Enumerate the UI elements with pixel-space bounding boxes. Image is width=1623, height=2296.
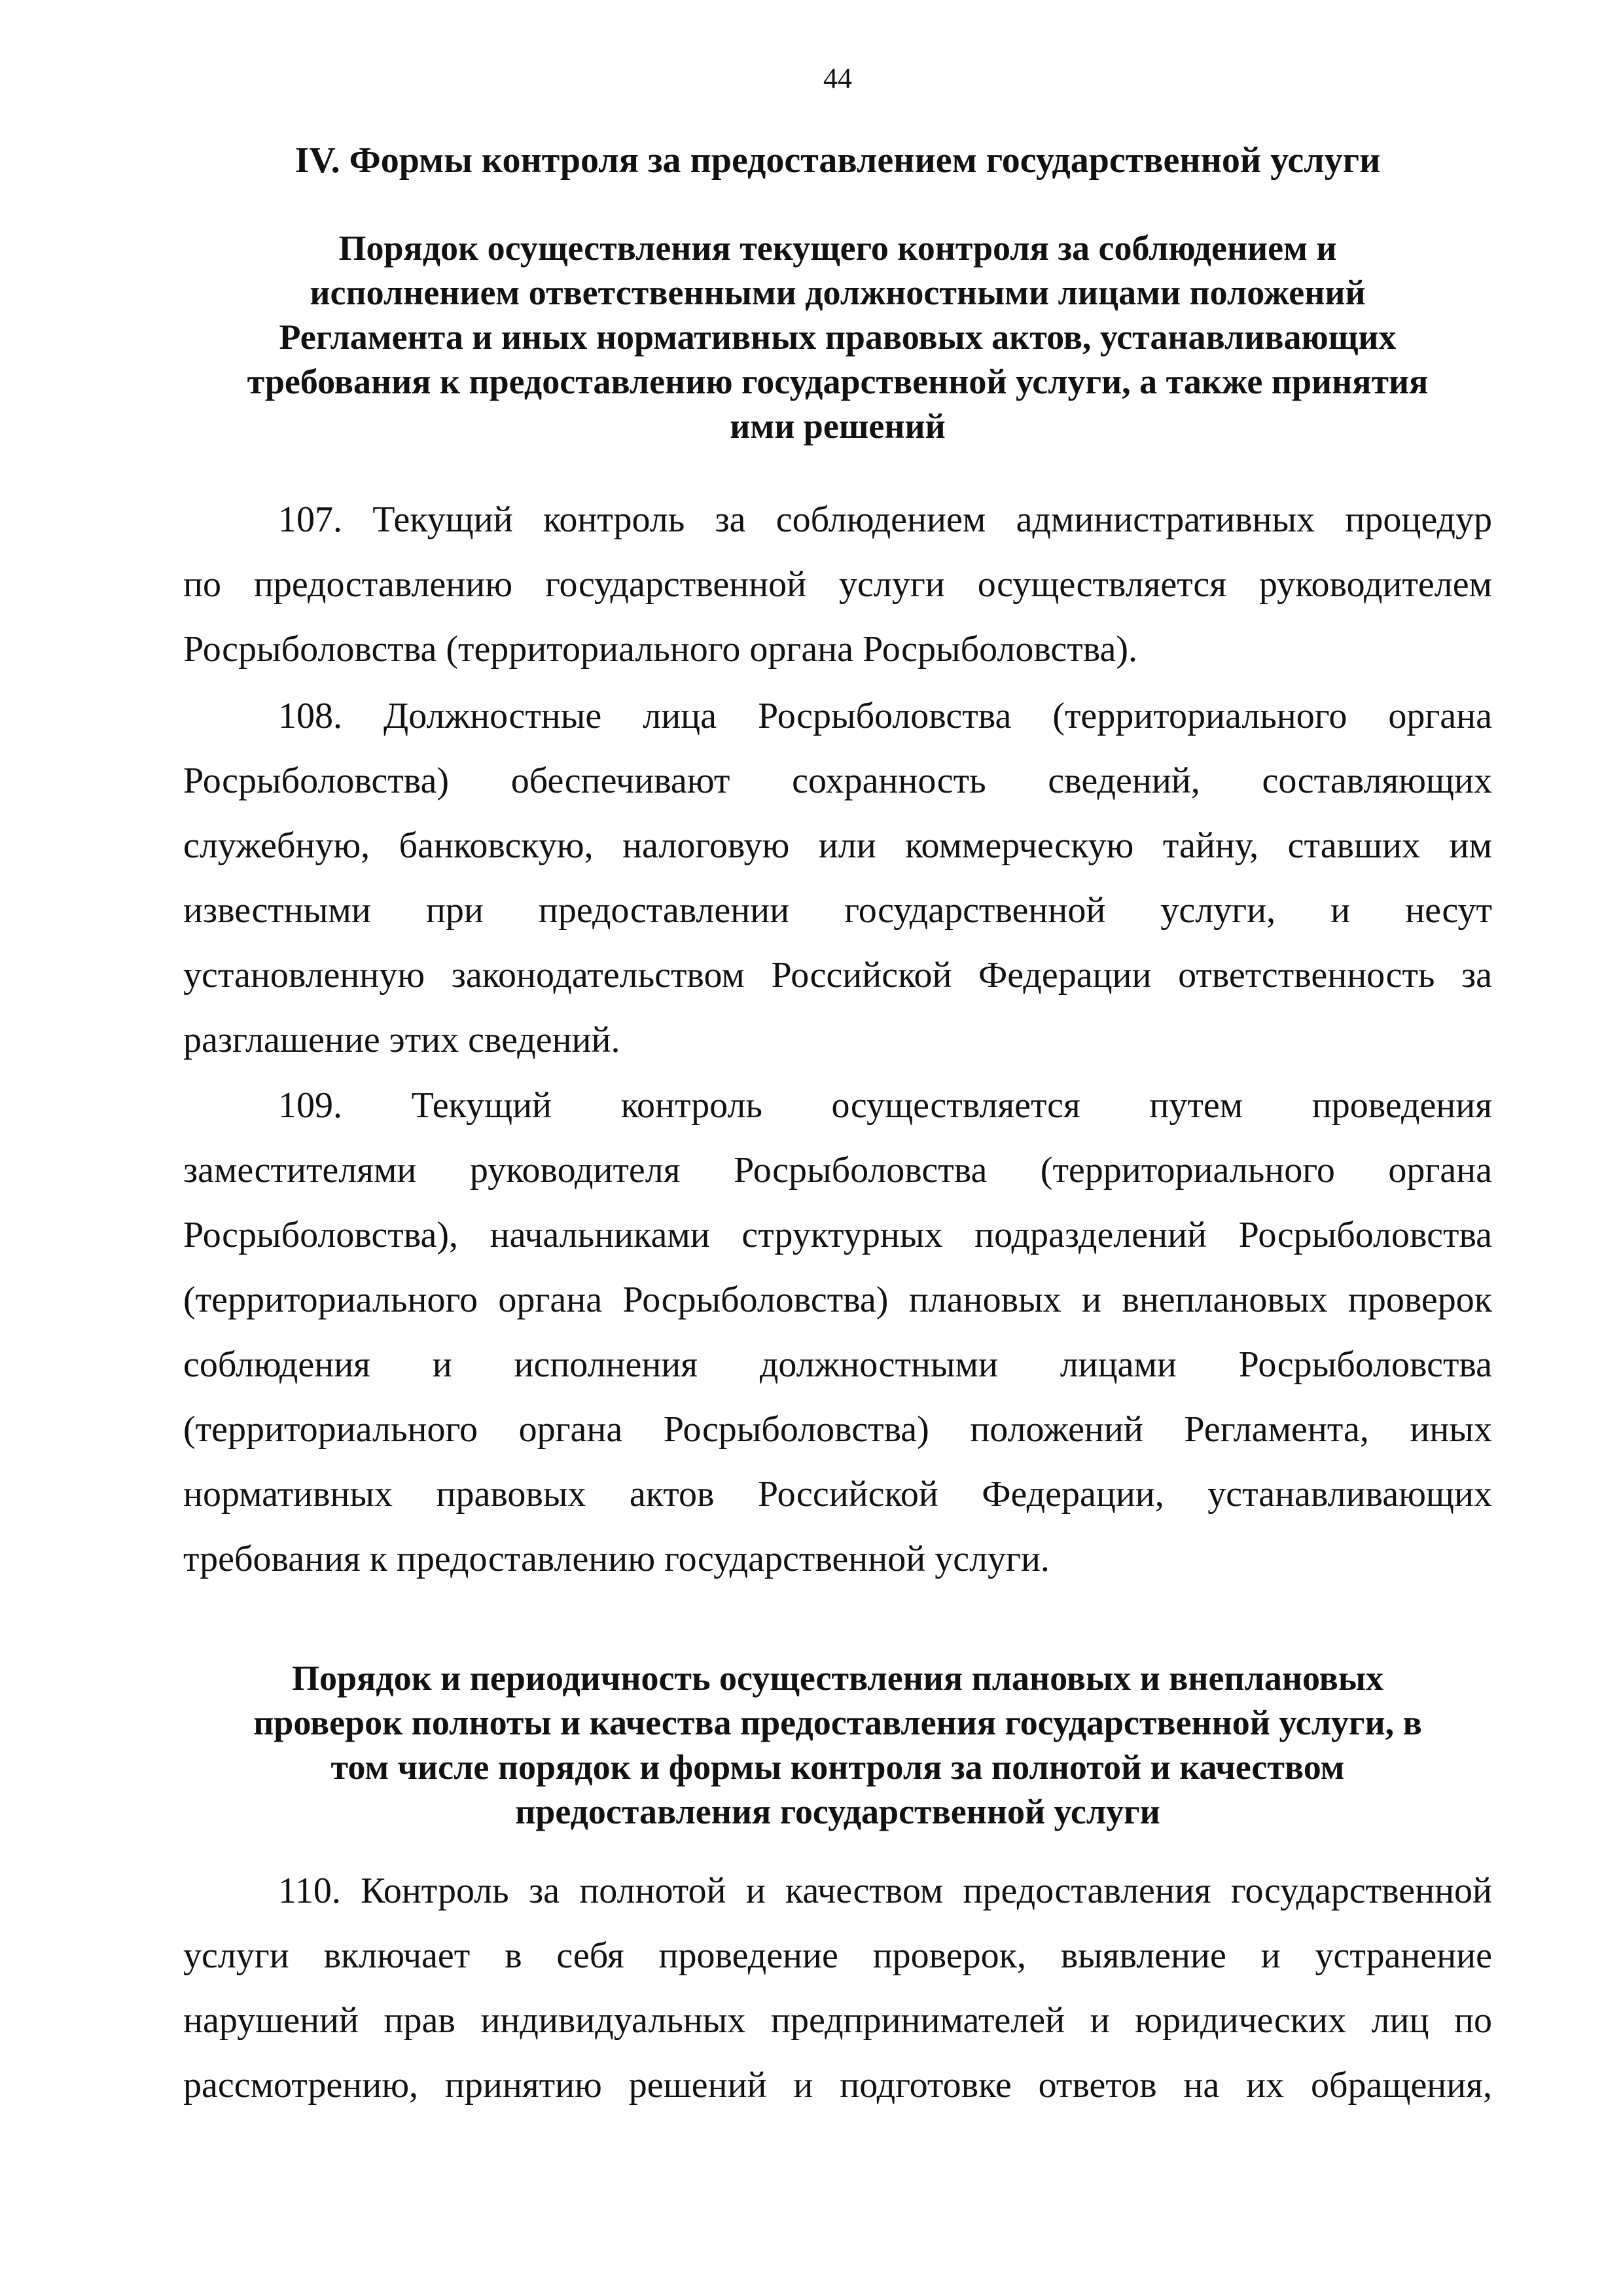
paragraph-line: известными при предоставлении государственной услуги, и несут — [183, 890, 1492, 931]
paragraph-108 — [183, 684, 1492, 1073]
subheading-line: проверок полноты и качества предоставления государственной услуги, в — [253, 1703, 1422, 1742]
paragraph-line: требования к предоставлению государственной услуги. — [183, 1539, 1050, 1579]
paragraph-110 — [183, 1859, 1492, 2118]
paragraph-line: Росрыболовства) обеспечивают сохранность сведений, составляющих — [183, 761, 1492, 801]
paragraph-line: услуги включает в себя проведение проверок, выявление и устранение — [183, 1935, 1492, 1976]
subheading-line: ими решений — [730, 406, 946, 446]
subheading-line: исполнением ответственными должностными лицами положений — [310, 273, 1366, 312]
paragraph-line: 109. Текущий контроль осуществляется путем проведения — [278, 1085, 1492, 1126]
paragraph-109 — [183, 1073, 1492, 1592]
paragraph-line: 110. Контроль за полнотой и качеством предоставления государственной — [278, 1871, 1492, 1911]
subheading-line: Порядок и периодичность осуществления плановых и внеплановых — [292, 1659, 1383, 1698]
paragraph-line: 107. Текущий контроль за соблюдением административных процедур — [278, 499, 1492, 540]
document-page — [183, 0, 1492, 2296]
paragraph-line: Росрыболовства), начальниками структурных подразделений Росрыболовства — [183, 1215, 1492, 1255]
paragraph-line: нарушений прав индивидуальных предпринимателей и юридических лиц по — [183, 2000, 1492, 2041]
subheading-line: требования к предоставлению государственной услуги, а также принятия — [247, 362, 1429, 401]
paragraph-line: установленную законодательством Российской Федерации ответственность за — [183, 955, 1492, 996]
section-title: IV. Формы контроля за предоставлением государственной услуги — [294, 140, 1381, 181]
subheading-line: предоставления государственной услуги — [515, 1792, 1160, 1831]
paragraph-line: Росрыболовства (территориального органа Росрыболовства). — [183, 629, 1137, 670]
page-number: 44 — [823, 62, 852, 94]
paragraph-line: разглашение этих сведений. — [183, 1020, 620, 1060]
paragraph-line: (территориального органа Росрыболовства) плановых и внеплановых проверок — [183, 1280, 1492, 1320]
paragraph-line: нормативных правовых актов Российской Федерации, устанавливающих — [183, 1474, 1492, 1515]
paragraph-line: рассмотрению, принятию решений и подготовке ответов на их обращения, — [183, 2065, 1492, 2106]
subheading-line: Регламента и иных нормативных правовых актов, устанавливающих — [279, 317, 1397, 357]
paragraph-line: служебную, банковскую, налоговую или коммерческую тайну, ставших им — [183, 825, 1492, 866]
subheading-line: том числе порядок и формы контроля за полнотой и качеством — [330, 1748, 1345, 1787]
subheading-periodic-checks — [183, 1656, 1492, 1834]
paragraph-line: (территориального органа Росрыболовства) положений Регламента, иных — [183, 1409, 1492, 1450]
paragraph-line: соблюдения и исполнения должностными лицами Росрыболовства — [183, 1344, 1492, 1385]
subheading-line: Порядок осуществления текущего контроля за соблюдением и — [338, 228, 1337, 268]
paragraph-line: заместителями руководителя Росрыболовства (территориального органа — [183, 1150, 1492, 1191]
paragraph-107 — [183, 488, 1492, 682]
subheading-current-control — [183, 226, 1492, 448]
paragraph-line: по предоставлению государственной услуги осуществляется руководителем — [183, 564, 1492, 605]
paragraph-line: 108. Должностные лица Росрыболовства (территориального органа — [278, 696, 1492, 736]
